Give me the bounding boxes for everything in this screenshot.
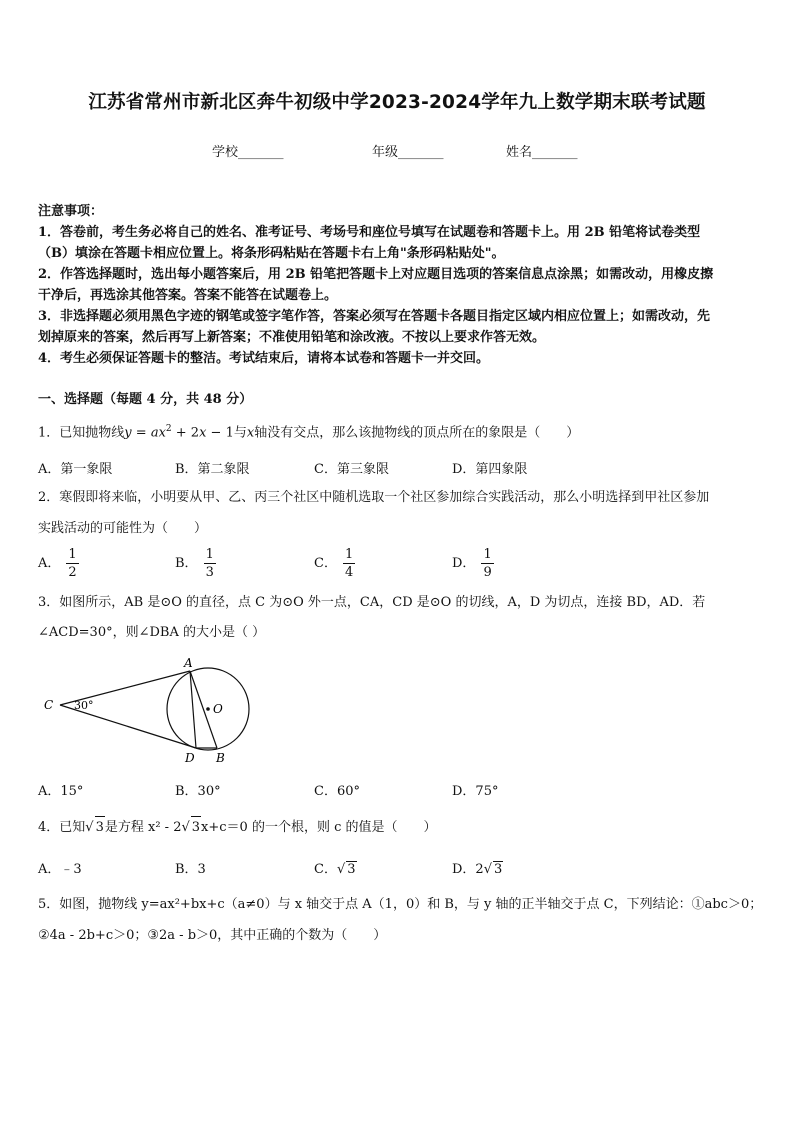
notice-line: 2．作答选择题时，选出每小题答案后，用 2B 铅笔把答题卡上对应题目选项的答案信息点涂黑；如需改动，用橡皮擦 [38, 267, 714, 282]
q4-option-d[interactable]: D．2√ 3 [452, 862, 503, 877]
fraction: $\frac{1}{3}$ [205, 547, 214, 580]
label-d: D [185, 751, 195, 765]
fraction: $\frac{1}{2}$ [68, 547, 77, 580]
fraction: $\frac{1}{9}$ [483, 547, 492, 580]
q2-option-c[interactable]: C． $\frac{1}{4}$ [314, 547, 354, 580]
center-point [206, 707, 210, 711]
circle-tangent-figure [38, 652, 258, 772]
q4-option-c[interactable]: C．√ 3 [314, 862, 356, 877]
parabola-equation: y [124, 425, 132, 441]
notice-line: 划掉原来的答案，然后再写上新答案；不准使用铅笔和涂改液。不按以上要求作答无效。 [38, 330, 546, 345]
question-4: 4．已知√ 3是方程 x² - 2√ 3x+c＝0 的一个根，则 c 的值是（ ） [38, 816, 760, 838]
question-3-line1: 3．如图所示，AB 是⊙O 的直径，点 C 为⊙O 外一点，CA，CD 是⊙O 的切线，A，D 为切点，连接 BD，AD．若 [38, 595, 706, 610]
notice-line: 1．答卷前，考生务必将自己的姓名、准考证号、考场号和座位号填写在试题卷和答题卡上。用 2B 铅笔将试卷类型 [38, 225, 701, 240]
notice-line: 4．考生必须保证答题卡的整洁。考试结束后，请将本试卷和答题卡一并交回。 [38, 351, 490, 366]
notice-heading: 注意事项： [38, 204, 104, 219]
label-o: O [213, 702, 223, 716]
q4-option-a[interactable]: A．﹣3 [38, 862, 82, 877]
grade-field: 年级_______ [372, 145, 444, 160]
q4-option-b[interactable]: B．3 [175, 862, 206, 877]
q1-option-a[interactable]: A．第一象限 [38, 462, 113, 477]
fraction: $\frac{1}{4}$ [344, 547, 354, 580]
q3-option-a[interactable]: A．15° [38, 784, 84, 799]
question-5-line2: ②4a - 2b+c＞0；③2a - b＞0，其中正确的个数为（ ） [38, 928, 387, 943]
angle-label: 30° [74, 699, 94, 712]
question-5-line1: 5．如图，抛物线 y=ax²+bx+c（a≠0）与 x 轴交于点 A（1，0）和 B，与 y 轴的正半轴交于点 C，下列结论：①abc＞0； [38, 897, 763, 912]
notice-line: （B）填涂在答题卡相应位置上。将条形码粘贴在答题卡右上角"条形码粘贴处"。 [38, 246, 505, 261]
question-2-line2: 实践活动的可能性为（ ） [38, 521, 208, 536]
page-title: 江苏省常州市新北区奔牛初级中学2023-2024学年九上数学期末联考试题 [88, 92, 706, 113]
q3-option-d[interactable]: D．75° [452, 784, 499, 799]
q1-option-b[interactable]: B．第二象限 [175, 462, 250, 477]
q2-option-b[interactable]: B． $\frac{1}{3}$ [175, 547, 214, 580]
question-3-line2: ∠ACD=30°，则∠DBA 的大小是（ ） [38, 625, 266, 640]
q2-option-a[interactable]: A． $\frac{1}{2}$ [38, 547, 77, 580]
q3-option-b[interactable]: B．30° [175, 784, 221, 799]
school-field: 学校_______ [212, 145, 284, 160]
label-b: B [216, 751, 225, 765]
chord-ad [190, 671, 196, 748]
label-c: C [44, 698, 54, 712]
notice-line: 干净后，再选涂其他答案。答案不能答在试题卷上。 [38, 288, 338, 303]
section-heading: 一、选择题（每题 4 分，共 48 分） [38, 392, 253, 407]
notice-line: 3．非选择题必须用黑色字迹的钢笔或签字笔作答，答案必须写在答题卡各题目指定区域内相应位置上；如需改动，先 [38, 309, 711, 324]
q3-option-c[interactable]: C．60° [314, 784, 360, 799]
q1-option-c[interactable]: C．第三象限 [314, 462, 389, 477]
q2-option-d[interactable]: D． $\frac{1}{9}$ [452, 547, 492, 580]
name-field: 姓名_______ [506, 145, 578, 160]
label-a: A [184, 656, 193, 670]
question-1: 1．已知抛物线$y = ax^2 + 2x - 1$与x轴没有交点，那么该抛物线的顶点所在的象限是（ ） [38, 424, 580, 441]
q1-option-d[interactable]: D．第四象限 [452, 462, 528, 477]
question-2-line1: 2．寒假即将来临，小明要从甲、乙、丙三个社区中随机选取一个社区参加综合实践活动，那么小明选择到甲社区参加 [38, 490, 710, 505]
